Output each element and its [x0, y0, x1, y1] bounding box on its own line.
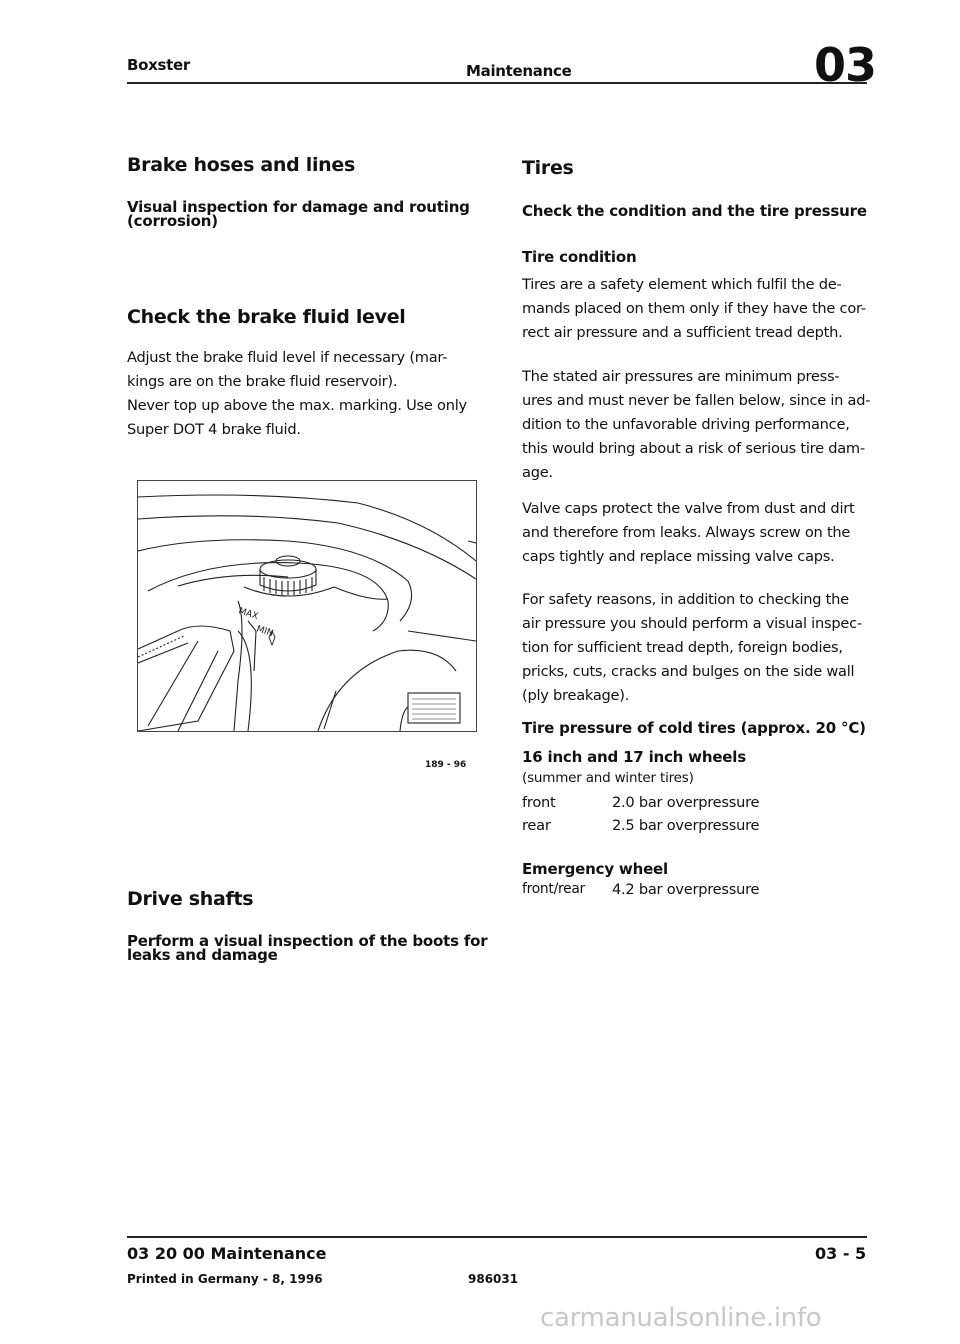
- brake-hoses-subtitle-line: (corrosion): [127, 212, 218, 230]
- pressure-row: [522, 814, 759, 837]
- brake-hoses-subtitle-line: Visual inspection for damage and routing: [127, 198, 470, 216]
- brake-fluid-line: Adjust the brake fluid level if necessary (mar-: [127, 349, 448, 366]
- pressure-row: [522, 791, 759, 814]
- tires-subtitle: Check the condition and the tire pressure: [522, 202, 867, 220]
- brake-fluid-line: kings are on the brake fluid reservoir).: [127, 373, 398, 390]
- tires-title: Tires: [522, 157, 574, 179]
- brake-fluid-text: [127, 346, 467, 442]
- tire-para-2: [522, 365, 870, 485]
- tire-condition-heading: Tire condition: [522, 248, 637, 266]
- brake-fluid-line: Super DOT 4 brake fluid.: [127, 421, 301, 438]
- tire-para-1: [522, 273, 866, 345]
- tire-para-line: and therefore from leaks. Always screw on the: [522, 524, 851, 541]
- tire-para-line: air pressure you should perform a visual inspec-: [522, 615, 862, 632]
- header-chapter-number: 03: [814, 38, 877, 92]
- pressure-value: 2.5 bar overpressure: [612, 817, 760, 834]
- tire-para-line: rect air pressure and a sufficient tread depth.: [522, 324, 843, 341]
- emergency-wheel-heading: Emergency wheel: [522, 860, 668, 878]
- tire-para-4: [522, 588, 862, 708]
- watermark: carmanualsonline.info: [540, 1303, 822, 1333]
- wheels-heading: 16 inch and 17 inch wheels: [522, 748, 746, 766]
- brake-fluid-line: Never top up above the max. marking. Use only: [127, 397, 467, 414]
- tire-para-line: mands placed on them only if they have the cor-: [522, 300, 866, 317]
- drive-shafts-subtitle-line: leaks and damage: [127, 946, 278, 964]
- brake-fluid-reservoir-figure: [137, 480, 477, 732]
- tire-para-line: this would bring about a risk of serious tire dam-: [522, 440, 865, 457]
- reservoir-illustration: [138, 481, 476, 731]
- pressure-row: [522, 878, 759, 901]
- pressure-position: front/rear: [522, 881, 585, 897]
- tire-para-line: Valve caps protect the valve from dust and dirt: [522, 500, 855, 517]
- header-model: Boxster: [127, 56, 190, 74]
- emergency-table: [522, 878, 759, 901]
- tire-para-line: (ply breakage).: [522, 687, 630, 704]
- pressure-table: [522, 791, 759, 837]
- header-section: Maintenance: [466, 62, 572, 80]
- tire-para-line: pricks, cuts, cracks and bulges on the side wall: [522, 663, 855, 680]
- header-rule: [127, 82, 867, 84]
- tire-para-line: caps tightly and replace missing valve caps.: [522, 548, 835, 565]
- footer-page-number: 03 - 5: [815, 1244, 867, 1263]
- tire-para-line: ures and must never be fallen below, since in ad-: [522, 392, 871, 409]
- footer-printed: Printed in Germany - 8, 1996: [127, 1272, 323, 1286]
- tire-para-line: tion for sufficient tread depth, foreign bodies,: [522, 639, 843, 656]
- drive-shafts-title: Drive shafts: [127, 888, 254, 910]
- brake-hoses-subtitle: [127, 200, 470, 228]
- tire-pressure-heading: Tire pressure of cold tires (approx. 20 °C): [522, 719, 866, 737]
- pressure-position: front: [522, 794, 556, 811]
- tire-para-3: [522, 497, 854, 569]
- pressure-position: rear: [522, 817, 551, 834]
- footer-rule: [127, 1236, 867, 1238]
- min-mark-label: MIN: [255, 624, 275, 640]
- footer-code: 986031: [468, 1272, 519, 1286]
- footer-section: 03 20 00 Maintenance: [127, 1244, 327, 1263]
- tire-para-line: For safety reasons, in addition to checking the: [522, 591, 849, 608]
- drive-shafts-subtitle: [127, 934, 487, 962]
- tire-para-line: Tires are a safety element which fulfil the de-: [522, 276, 842, 293]
- figure-caption: 189 - 96: [425, 760, 467, 770]
- pressure-value: 4.2 bar overpressure: [612, 881, 760, 898]
- drive-shafts-subtitle-line: Perform a visual inspection of the boots for: [127, 932, 488, 950]
- brake-hoses-title: Brake hoses and lines: [127, 154, 356, 176]
- tire-para-line: age.: [522, 464, 553, 481]
- wheels-note: (summer and winter tires): [522, 770, 694, 786]
- tire-para-line: dition to the unfavorable driving performance,: [522, 416, 850, 433]
- pressure-value: 2.0 bar overpressure: [612, 794, 760, 811]
- tire-para-line: The stated air pressures are minimum press-: [522, 368, 840, 385]
- brake-fluid-title: Check the brake fluid level: [127, 306, 406, 328]
- max-mark-label: MAX: [237, 606, 260, 623]
